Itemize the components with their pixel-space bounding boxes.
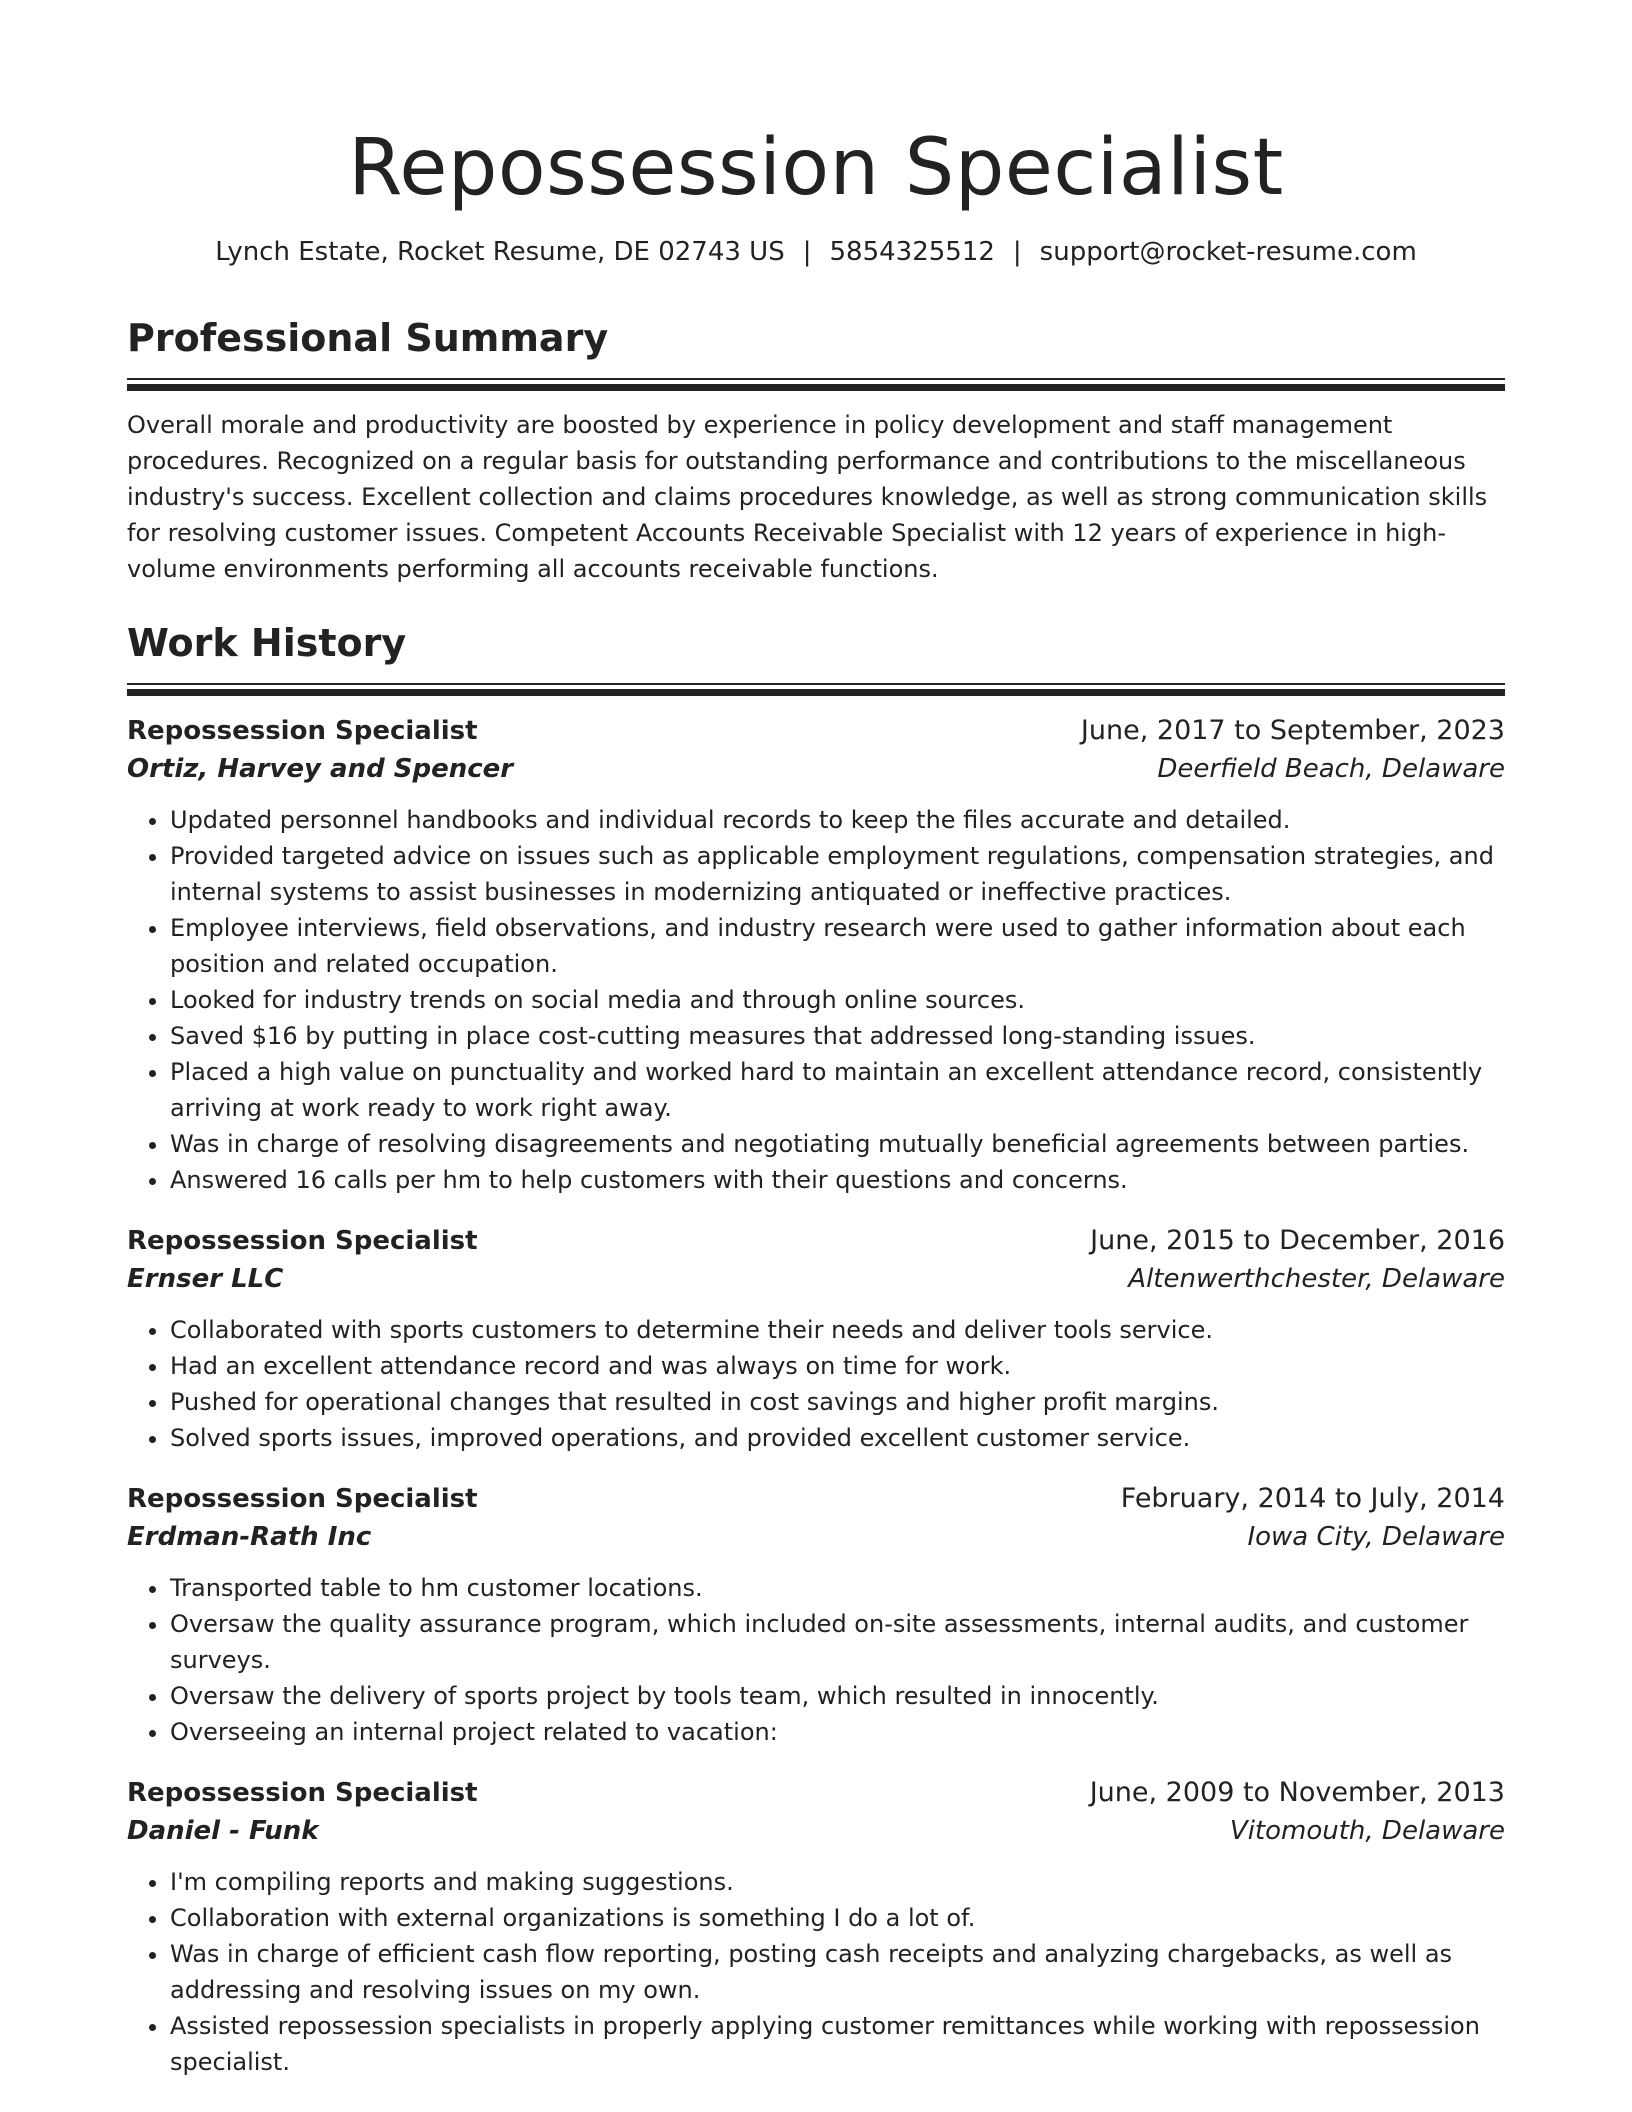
- job-bullet: • I'm compiling reports and making suggestions.: [170, 1864, 1505, 1900]
- job-bullet: • Saved $16 by putting in place cost-cutting measures that addressed long-standing issues.: [170, 1018, 1505, 1054]
- job-bullet: • Answered 16 calls per hm to help customers with their questions and concerns.: [170, 1162, 1505, 1198]
- job-title: Repossession Specialist: [127, 1226, 478, 1256]
- job-bullet: • Transported table to hm customer locations.: [170, 1570, 1505, 1606]
- job-bullet: • Was in charge of resolving disagreements and negotiating mutually beneficial agreements between parties.: [170, 1126, 1505, 1162]
- job-bullet: • Oversaw the quality assurance program, which included on-site assessments, internal audits, and customer surveys.: [170, 1606, 1505, 1678]
- job-dates: June, 2009 to November, 2013: [1089, 1777, 1505, 1808]
- job-dates: June, 2017 to September, 2023: [1080, 715, 1505, 746]
- contact-line: [127, 234, 1505, 270]
- job-entry: [127, 1480, 1505, 1750]
- job-bullets: [127, 1864, 1505, 2080]
- job-subheader: [127, 750, 1505, 788]
- job-bullet: • Collaboration with external organizations is something I do a lot of.: [170, 1900, 1505, 1936]
- contact-separator: |: [802, 237, 812, 267]
- job-subheader: [127, 1812, 1505, 1850]
- job-dates: February, 2014 to July, 2014: [1120, 1483, 1505, 1514]
- job-entry: [127, 712, 1505, 1198]
- job-header: [127, 1774, 1505, 1812]
- job-dates: June, 2015 to December, 2016: [1090, 1225, 1505, 1256]
- contact-phone: 5854325512: [829, 237, 995, 267]
- job-company: Daniel - Funk: [127, 1816, 319, 1846]
- contact-separator: |: [1012, 237, 1022, 267]
- job-company: Ortiz, Harvey and Spencer: [127, 754, 514, 784]
- candidate-name: Repossession Specialist: [348, 123, 1284, 213]
- job-entry: [127, 1222, 1505, 1456]
- job-location: Altenwerthchester, Delaware: [1128, 1264, 1505, 1294]
- job-location: Vitomouth, Delaware: [1229, 1816, 1505, 1846]
- job-bullet: • Solved sports issues, improved operations, and provided excellent customer service.: [170, 1420, 1505, 1456]
- job-header: [127, 712, 1505, 750]
- job-bullet: • Placed a high value on punctuality and worked hard to maintain an excellent attendance record, consistently arriving at work ready to work right away.: [170, 1054, 1505, 1126]
- job-bullets: [127, 1570, 1505, 1750]
- job-bullet: • Had an excellent attendance record and was always on time for work.: [170, 1348, 1505, 1384]
- job-bullet: • Updated personnel handbooks and individual records to keep the files accurate and detailed.: [170, 802, 1505, 838]
- job-bullet: • Assisted repossession specialists in properly applying customer remittances while working with repossession specialist.: [170, 2008, 1505, 2080]
- job-bullets: [127, 802, 1505, 1198]
- section-divider: [127, 378, 1505, 391]
- job-location: Iowa City, Delaware: [1247, 1522, 1505, 1552]
- job-company: Ernser LLC: [127, 1264, 284, 1294]
- section-title-work: Work History: [127, 621, 407, 665]
- job-bullet: • Employee interviews, field observations, and industry research were used to gather information about each position and related occupation.: [170, 910, 1505, 982]
- job-entry: [127, 1774, 1505, 2080]
- job-bullet: • Pushed for operational changes that resulted in cost savings and higher profit margins.: [170, 1384, 1505, 1420]
- summary-text: Overall morale and productivity are boosted by experience in policy development and staff management procedures. Recognized on a regular basis for outstanding performance and contributions to the miscellaneous industry's success. Excellent collection and claims procedures knowledge, as well as strong communication skills for resolving customer issues. Competent Accounts Receivable Specialist with 12 years of experience in high-volume environments performing all accounts receivable functions.: [127, 411, 1488, 583]
- job-company: Erdman-Rath Inc: [127, 1522, 372, 1552]
- job-bullet: • Overseeing an internal project related to vacation:: [170, 1714, 1505, 1750]
- job-subheader: [127, 1518, 1505, 1556]
- job-location: Deerfield Beach, Delaware: [1157, 754, 1505, 784]
- job-bullet: • Looked for industry trends on social media and through online sources.: [170, 982, 1505, 1018]
- work-history-section: [127, 619, 1505, 2080]
- job-subheader: [127, 1260, 1505, 1298]
- section-divider: [127, 683, 1505, 696]
- contact-address: Lynch Estate, Rocket Resume, DE 02743 US: [215, 237, 785, 267]
- job-bullet: • Provided targeted advice on issues such as applicable employment regulations, compensation strategies, and internal systems to assist businesses in modernizing antiquated or ineffective practices.: [170, 838, 1505, 910]
- job-header: [127, 1480, 1505, 1518]
- job-title: Repossession Specialist: [127, 1484, 478, 1514]
- section-title-summary: Professional Summary: [127, 316, 609, 360]
- professional-summary-section: [127, 314, 1505, 587]
- job-bullets: [127, 1312, 1505, 1456]
- job-header: [127, 1222, 1505, 1260]
- job-bullet: • Collaborated with sports customers to determine their needs and deliver tools service.: [170, 1312, 1505, 1348]
- job-title: Repossession Specialist: [127, 1778, 478, 1808]
- job-bullet: • Was in charge of efficient cash flow reporting, posting cash receipts and analyzing chargebacks, as well as addressing and resolving issues on my own.: [170, 1936, 1505, 2008]
- job-bullet: • Oversaw the delivery of sports project by tools team, which resulted in innocently.: [170, 1678, 1505, 1714]
- job-title: Repossession Specialist: [127, 716, 478, 746]
- contact-email: support@rocket-resume.com: [1039, 237, 1417, 267]
